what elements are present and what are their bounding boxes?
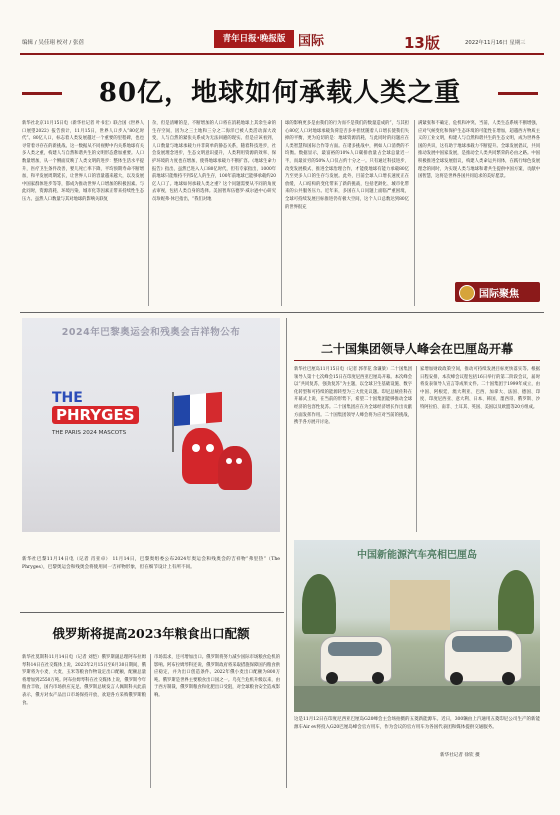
article-main-col2: 杂，但是清晰的是，不断增加的人口将在消耗地球上其余生命的生存空间，因为之三土地和三分之二海洋已被人类活动深大改变，人与自然的紧张关系成为无法回避的现实。但是应该看到，人口数量与地球承载力并非简单的静态关系，随着科技进步，社会发展理念进步，生态文明意识提升，人类利用资源的效率、保护环境的力度也在增加，使得地球承载力不断扩容。《地球生命力报告》指出，虽然已进入人口80亿时代，但有专家指出，1000年前地球只能维持不到5亿人的生存，100年前地球已能够承载约20亿人口了。地球如何承载人类之重？这个问题需要从不同的角度去审视，包括人类自身的选择。美国智库伍德罗·威尔逊中心研究员珍妮弗·休巴指出，“我们对地 [152,121,276,202]
headline-bar-right [498,92,538,95]
article-main-col1: 新华社北京11月15日电（新华社记者 叶书宏）联合国《世界人口展望2022》报告预计，11月15日，世界人口步入“80亿时代”。80亿人口，标志着人类发展越过一个重要的里程碑，也也寻常着寻存在的新挑战。这一数据从不同视野中内关系地球有关多人类之重，构建人与自然和谐共生的文明形态愈加重要。人口数量增加，从一个侧面反映了人类文明的进步：整体生活水平提升，医疗卫生条件改善，婴儿死亡率下降，平均预期寿命不断增加，和平发展周期延长，让世界人口的容量越来越大，以及发展中国家群体进步等等，都成为推动世界人口增加的积极因素。与此同时，资源消耗、环境污染、城市化等因素正带来持续性生态压力。虽然人口数量与其对地球的影响关联复 [22,121,144,202]
section-name: 国际 [298,34,325,49]
col-divider [414,120,415,306]
car-wheel [502,672,515,685]
car-wheel [372,672,384,684]
logo-text-phryges: PHRYGES [52,406,139,424]
col-divider [416,366,417,532]
mascot-logo [52,388,160,450]
article-main-col4: 满紧张和不确定、危机和冲突。当前，人类生态系统不断增强，应对气候变化和保护生态环境的可能性在增加，超越西方物质主义的工业文明，构建人与自然和谐共生的生态文明，成为世界各国的共识，这有助于地球承载力不断提升。全球发展倡议，共同推动发展中国家发展，是推动全人类共同繁荣的必由之路。中国积极推进全球发展倡议，构建人类命运共同体，在践行绿色发展理念的同时，为实现人类与地球和谐共生提供中国方案、贡献中国智慧，这将是世界各国共同追求的美好愿景。 [418,121,540,180]
mascot-second-eye [226,458,232,464]
ev-photo-title: 中国新能源汽车亮相巴厘岛 [357,550,477,561]
mascot-article-body: 新华社巴黎11月14日电（记者 肖亚卓） 11月14日，巴黎奥组委公布2024年奥运会和残奥会的吉祥物“弗里热”（The Phryges），巴黎奥运会和残奥会将使用同一吉祥物形象，但在细节设计上有所不同。 [22,557,280,571]
logo-text-subtitle: THE PARIS 2024 MASCOTS [52,430,127,436]
mascot-red-eye [192,444,200,452]
car-wheel [450,672,463,685]
g20-col1: 新华社巴厘岛11月15日电（记者 郭孝花 余谦梁）二十国集团领导人第十七次峰会15日在印度尼西亚巴厘岛开幕。本次峰会以“共同复苏，强劲复苏”为主题，以全球卫生基础设施、数字化转型和可持续的能源转型为三大优先议题。印尼总统佐科在开幕式上说，在当前的形势下，希望二十国集团能够推动全球经济的包容性复苏。二十国集团应在为全球经济增长作出贡献方面发挥作用。二十国集团领导人峰会将为应对当前的挑战，携手各方展开讨论。 [294,367,412,426]
car-window [452,636,512,652]
mascot-red-eye [206,444,214,452]
header-rule [20,53,544,55]
col-divider [150,654,151,788]
main-headline: 80亿，地球如何承载人类之重 [98,78,462,108]
col-divider [286,318,287,788]
ev-caption: 这是11月12日在印度尼西亚巴厘岛G20峰会主会场拍摄的五菱新能源车。近日，300辆由上汽通用五菱印尼公司生产的新能源车Air ev将投入G20巴厘岛峰会官方用车，作为会议的官方用车为各国代表团和媒体提供交通服务。 [294,717,540,730]
page-number: 13版 [404,34,440,52]
grain-title: 俄罗斯将提高2023年粮食出口配额 [52,626,250,641]
col-divider [281,120,282,306]
mascot-second [218,446,252,490]
article-main-col3: 球的影响更多是由我们的行为而不是我们的数量造成的”，与其担心80亿人口对地球承载负荷是否多并担忧随着人口增长使我们失掉的平衡，更为迫切的是：地球资源消耗，与此同时的问题应在人类智慧和国际合作等方面。在诸多挑战中，例如人口消费的不均衡。数据显示，最富裕的10%人口碳排放量占全球总量近一半，而最贫穷的50%人口仅占约十分之一。只有通过科技进步、改变发展模式、推进全球治理合作，才能使地球有能力承载80亿乃至更多人口的生存与发展。此外，目前全球人口增长速度正在放缓，人口结构的变化带来了新的挑战，包括老龄化、城市化带来的公共服务压力。近年来，多国在人口问题上面临严重困境，全球可持续发展目标推进仍有极大空间，这个人口总数达到80亿的世界很充 [285,121,409,210]
flag-pole [172,392,174,452]
french-flag [174,392,222,426]
g20-title-underline [294,360,540,361]
column-badge [455,282,540,302]
g20-col2: 家增加财政政策空间，推动可持续发展目标更快落实等。根据日程安排，本次峰会议程包括16日举行的第二阶段会议，届时将发表领导人宣言等成果文件。二十国集团于1999年成立，由中国、阿根廷、澳大利亚、巴西、加拿大、法国、德国、印度、印度尼西亚、意大利、日本、韩国、墨西哥、俄罗斯、沙特阿拉伯、南非、土耳其、英国、美国以及欧盟等20方组成。 [420,367,540,410]
car-wheel [326,672,338,684]
ev-photo-credit: 新华社记者 徐钦 摄 [440,753,480,758]
logo-text-the: THE [52,390,83,406]
globe-icon [459,285,475,301]
mascot-second-eye [236,458,242,464]
column-badge-label: 国际聚焦 [479,289,519,300]
g20-title: 二十国集团领导人峰会在巴厘岛开幕 [320,342,513,356]
mascot-photo [22,318,280,532]
section-rule [20,612,284,613]
photo-caption-overlay: 2024年巴黎奥运会和残奥会吉祥物公布 [61,327,241,338]
col-divider [148,120,149,306]
building [390,580,450,630]
car-window [328,642,382,656]
editors-line: 编辑 / 吴佳珝 校对 / 张蓓 [22,40,84,46]
tree [498,570,534,634]
tree [302,574,336,634]
ev-photo [294,540,540,712]
grain-col2: 市场需求，还可增加出口。俄罗斯将努力减少国际市场粮食危机的影响。阿布拉姆琴科还说，俄罗斯政府将采取措施保障国内粮食供应稳定，并为出口创造条件。2022年俄小麦出口配额为800万吨。俄罗斯是世界主要粮食出口国之一。乌克兰危机升级以来，由于西方制裁，俄罗斯粮食和化肥出口受阻，对全球粮食安全造成影响。 [154,655,280,698]
masthead-logo: 青年日报·晚报版 [214,30,294,48]
issue-date: 2022年11月16日 星期三 [465,40,526,46]
headline-bar-left [22,92,62,95]
ground [294,686,540,712]
grain-col1: 新华社莫斯科11月14日电（记者 刘恺）俄罗斯副总理阿布拉姆琴科14日在社交媒体上说，2023年2月15日至6月30日期间，俄罗斯将为小麦、大麦、玉米等粮食作物设定出口配额，配额总量将增加到2550万吨。阿布拉姆琴科在社交媒体上说，俄罗斯今年粮食丰收，国内市场供应充足。俄罗斯总统发言人佩斯科夫此前表示，俄方对农产品出口市场保持开放，欢迎各方采购俄罗斯粮食。 [22,655,146,706]
section-rule [20,312,544,313]
